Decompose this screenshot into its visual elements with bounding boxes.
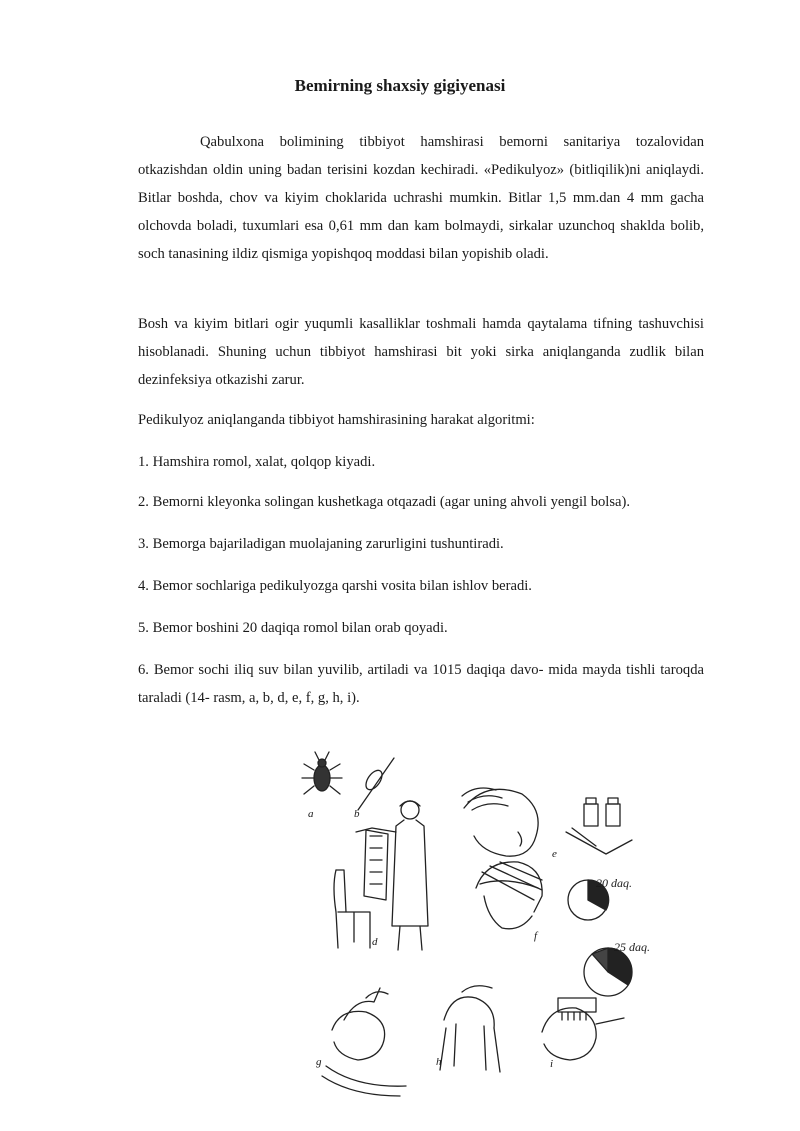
bottles-drawing	[566, 798, 632, 854]
time-label-25: 25 daq.	[614, 940, 650, 954]
step-5: 5. Bemor boshini 20 daqiqa romol bilan orab qoyadi.	[138, 620, 448, 636]
head-wash-drawing	[462, 788, 538, 856]
figure-label-i: i	[550, 1058, 554, 1070]
step-6: 6. Bemor sochi iliq suv bilan yuvilib, artiladi va 1015 daqiqa davo- mida mayda tishli taroqda taraladi (14- rasm, a, b, d, e, f, g, h, i).	[138, 662, 704, 706]
step-3: 3. Bemorga bajariladigan muolajaning zarurligini tushuntiradi.	[138, 536, 504, 552]
figure-label-f: f	[534, 930, 538, 942]
long-hair-head-drawing	[440, 986, 500, 1072]
nurse-drawing	[356, 801, 428, 950]
louse-drawing	[302, 752, 342, 794]
figure-label-d: d	[372, 936, 378, 948]
page-title: Bemirning shaxsiy gigiyenasi	[294, 76, 506, 95]
combing-head-drawing	[322, 988, 406, 1096]
illustration-figure	[296, 736, 718, 1100]
head-cap-drawing	[476, 862, 542, 929]
paragraph-algorithm-heading: Pedikulyoz aniqlanganda tibbiyot hamshirasining harakat algoritmi:	[138, 412, 535, 428]
step-2: 2. Bemorni kleyonka solingan kushetkaga otqazadi (agar uning ahvoli yengil bolsa).	[138, 494, 631, 510]
step-1: 1. Hamshira romol, xalat, qolqop kiyadi.	[138, 454, 376, 470]
figure-label-e: e	[552, 848, 557, 860]
figure-label-g: g	[316, 1056, 322, 1068]
figure-label-h: h	[436, 1056, 442, 1068]
clock-25	[584, 948, 632, 996]
figure-label-b: b	[354, 808, 360, 820]
time-label-20: 20 daq.	[596, 876, 632, 890]
step-4: 4. Bemor sochlariga pedikulyozga qarshi vosita bilan ishlov beradi.	[138, 578, 532, 594]
figure-label-a: a	[308, 808, 314, 820]
nit-drawing	[358, 758, 394, 810]
comb-head-drawing	[542, 998, 624, 1060]
paragraph-intro: Qabulxona bolimining tibbiyot hamshirasi bemorni sanitariya tozalovidan otkazishdan oldin uning badan terisini kozdan kechiradi. «Pedikulyoz» (bitliqilik)ni aniqlaydi. Bitlar boshda, chov va kiyim choklarida uchrashi mumkin. Bitlar 1,5 mm.dan 4 mm gacha olchovda boladi, tuxumlari esa 0,61 mm dan kam bolmaydi, sirkalar uzunchoq shaklda bolib, soch tanasining ildiz qismiga yopishqoq moddasi bilan yopishib oladi.	[138, 134, 704, 262]
illustration-drawings	[296, 736, 718, 1100]
paragraph-danger: Bosh va kiyim bitlari ogir yuqumli kasalliklar toshmali hamda qaytalama tifning tashuvchisi hisoblanadi. Shuning uchun tibbiyot hamshirasi bit yoki sirka aniqlanganda zudlik bilan dezinfeksiya otkazishi zarur.	[138, 316, 704, 388]
